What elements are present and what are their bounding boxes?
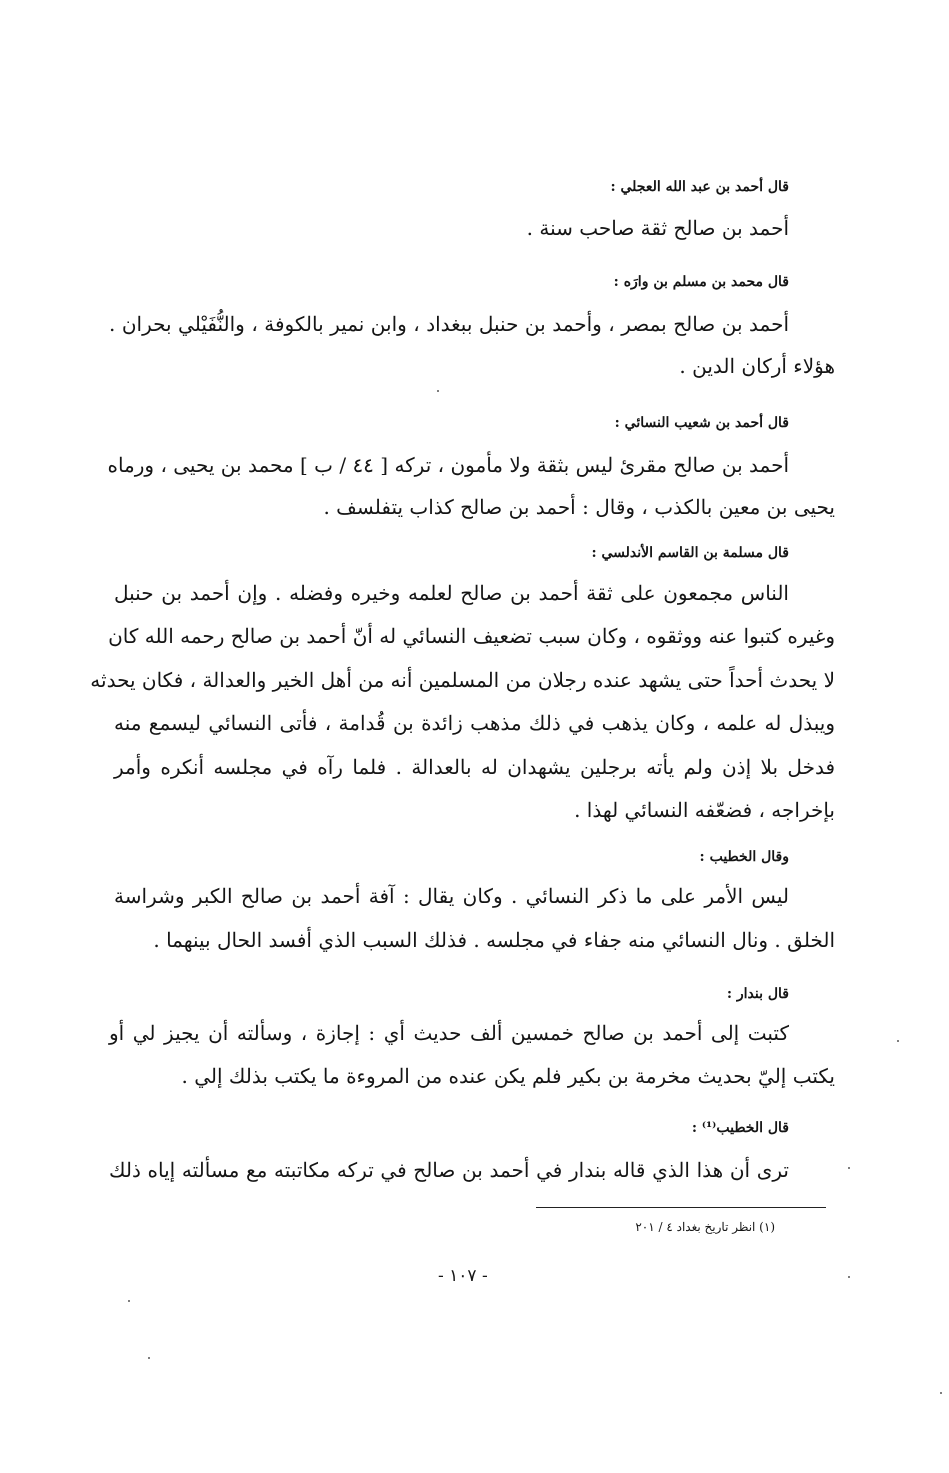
- section-heading: قال محمد بن مسلم بن وارَه :: [613, 274, 789, 290]
- text-line: أحمد بن صالح ثقة صاحب سنة .: [526, 216, 789, 240]
- section-heading: قال مسلمة بن القاسم الأندلسي :: [591, 545, 789, 561]
- section-heading: قال بندار :: [726, 986, 789, 1002]
- scan-speck: [940, 1392, 942, 1394]
- section-heading: قال أحمد بن عبد الله العجلي :: [610, 179, 789, 195]
- section-heading: وقال الخطيب :: [699, 849, 789, 865]
- text-line: الناس مجمعون على ثقة أحمد بن صالح لعلمه وخيره وفضله . وإن أحمد بن حنبل: [114, 581, 789, 605]
- scan-speck: [848, 1167, 850, 1169]
- scan-speck: [148, 1357, 150, 1359]
- scan-speck: [848, 1276, 850, 1278]
- text-line: لا يحدث أحداً حتى يشهد عنده رجلان من المسلمين أنه من أهل الخير والعدالة ، فكان يحدثه: [90, 668, 835, 692]
- text-line: وغيره كتبوا عنه ووثقوه ، وكان سبب تضعيف النسائي له أنّ أحمد بن صالح رحمه الله كان: [108, 624, 835, 648]
- text-line: ترى أن هذا الذي قاله بندار في أحمد بن صالح في تركه مكاتبته مع مسألته إياه ذلك: [109, 1158, 789, 1182]
- text-line: فدخل بلا إذن ولم يأته برجلين يشهدان له بالعدالة . فلما رآه في مجلسه أنكره وأمر: [114, 755, 835, 779]
- section-heading: قال أحمد بن شعيب النسائي :: [614, 415, 789, 431]
- text-line: يكتب إليّ بحديث مخرمة بن بكير فلم يكن عنده من المروءة ما يكتب بذلك إلي .: [181, 1064, 835, 1088]
- text-line: ليس الأمر على ما ذكر النسائي . وكان يقال : آفة أحمد بن صالح الكبر وشراسة: [114, 884, 789, 908]
- text-line: الخلق . ونال النسائي منه جفاء في مجلسه . فذلك السبب الذي أفسد الحال بينهما .: [153, 928, 835, 952]
- text-line: هؤلاء أركان الدين .: [679, 354, 835, 378]
- text-line: أحمد بن صالح بمصر ، وأحمد بن حنبل ببغداد ، وابن نمير بالكوفة ، والنُّفَيْلي بحران .: [109, 312, 789, 336]
- page-number: - ١٠٧ -: [438, 1266, 488, 1286]
- scan-speck: [897, 1040, 899, 1042]
- text-line: يحيى بن معين بالكذب ، وقال : أحمد بن صالح كذاب يتفلسف .: [323, 495, 835, 519]
- footnote: (١) انظر تاريخ بغداد ٤ / ٢٠١: [635, 1220, 775, 1234]
- footnote-separator: [536, 1207, 826, 1208]
- text-line: أحمد بن صالح مقرئ ليس بثقة ولا مأمون ، تركه [ ٤٤ / ب ] محمد بن يحيى ، ورماه: [107, 453, 789, 477]
- section-heading: قال الخطيب⁽¹⁾ :: [691, 1120, 789, 1136]
- scan-speck: [437, 390, 439, 392]
- text-line: بإخراجه ، فضعّفه النسائي لهذا .: [574, 798, 835, 822]
- scan-speck: [128, 1300, 130, 1302]
- text-line: ويبذل له علمه ، وكان يذهب في ذلك مذهب زائدة بن قُدامة ، فأتى النسائي ليسمع منه: [114, 711, 835, 735]
- text-line: كتبت إلى أحمد بن صالح خمسين ألف حديث أي : إجازة ، وسألته أن يجيز لي أو: [109, 1021, 789, 1045]
